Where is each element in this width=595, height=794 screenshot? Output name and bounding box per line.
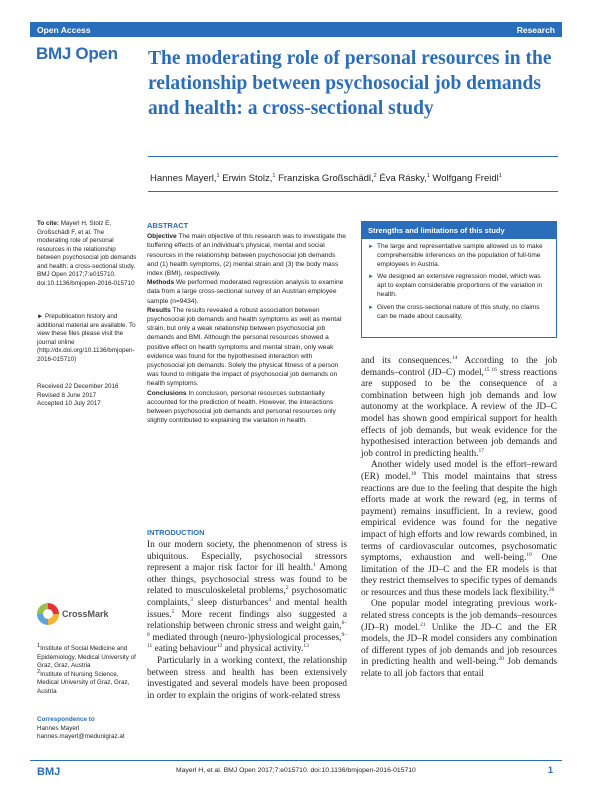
- results-label: Results: [147, 306, 171, 314]
- author-affiliation: 1: [498, 172, 502, 179]
- strengths-item-text: We designed an extensive regression model, which was apt to explain considerable proportions of the variation in health.: [377, 273, 543, 298]
- affiliation-1: $^1$Institute of Social Medicine and Epidemiology, Medical University of Graz, Graz, Austria: [37, 642, 136, 669]
- revised-date: Revised 8 June 2017: [37, 391, 97, 399]
- body-column-left: [147, 540, 347, 702]
- triangle-bullet-icon: ►: [368, 304, 374, 311]
- body-paragraph: In our modern society, the phenomenon of stress is ubiquitous. Especially, psychosocial stressors represent a major risk factor for ill health.$^1$ Among other things, psychosocial stress was found to be related to musculoskeletal problems,$^2$ psychosomatic complaints,$^3$ sleep disturbances$^4$ and mental health issues.$^5$ More recent findings also suggested a relationship between chronic stress and weight gain,$^{6-8}$ mediated through (neuro-)physiological processes,$^{9-11}$ eating behaviour$^{12}$ and physical activity.$^{13}$: [147, 540, 348, 655]
- strengths-item: [362, 243, 556, 269]
- abstract-results: [147, 306, 347, 389]
- author: Franziska Großschädl,: [278, 173, 374, 184]
- objective-label: Objective: [147, 233, 177, 241]
- correspondence-heading: Correspondence to: [37, 716, 95, 723]
- footer-citation: Mayerl H, et al. BMJ Open 2017;7:e015710. doi:10.1136/bmjopen-2016-015710: [176, 767, 416, 774]
- abstract-methods: [147, 278, 347, 306]
- strengths-item: [362, 273, 556, 299]
- cite-label: To cite:: [37, 220, 59, 227]
- page-number: 1: [548, 765, 554, 775]
- title-divider-bottom: [148, 191, 558, 192]
- author: Wolfgang Freidl: [432, 173, 499, 184]
- author-affiliation: 1: [216, 172, 220, 179]
- objective-text: The main objective of this research was to investigate the buffering effects of an individual's physical, mental and social resources in the relationship between psychosocial job demands and (1) health symptoms, (2) mental strain and (3) the body mass index (BMI), respectively.: [147, 233, 346, 278]
- crossmark-label: CrossMark: [62, 609, 109, 619]
- crossmark-icon: [37, 603, 59, 625]
- author: Hannes Mayerl,: [150, 173, 217, 184]
- methods-label: Methods: [147, 279, 175, 287]
- title-divider-top: [148, 156, 558, 157]
- author-affiliation: 2: [373, 172, 377, 179]
- body-column-right: [361, 356, 557, 681]
- introduction-heading: INTRODUCTION: [147, 528, 205, 537]
- article-title: The moderating role of personal resources in the relationship between psychosocial job demands and health: a cross-sectional study: [148, 48, 552, 119]
- affiliation-2-text: Institute of Nursing Science, Medical University of Graz, Graz, Austria: [37, 670, 130, 695]
- prepub-text: ► Prepublication history and additional material are available. To view these files please visit the journal online (http://dx.doi.org/10.1136/bmjopen-2016-015710): [37, 313, 136, 363]
- abstract: [147, 221, 347, 425]
- body-paragraph: Particularly in a working context, the relationship between stress and health has been extensively investigated and several models have been proposed in order to explain the origins of work-related stress: [147, 655, 347, 701]
- journal-header-bar: [30, 22, 562, 37]
- article-dates: [37, 383, 137, 409]
- section-label: Research: [516, 24, 555, 35]
- correspondence-name: Hannes Mayerl: [37, 724, 80, 732]
- correspondence: [37, 716, 137, 742]
- received-date: Received 22 December 2016: [37, 383, 119, 390]
- affiliation-1-text: Institute of Social Medicine and Epidemiology, Medical University of Graz, Graz, Austria: [37, 645, 136, 669]
- abstract-objective: [147, 232, 347, 278]
- strengths-limitations-box: [361, 221, 557, 338]
- crossmark-badge[interactable]: [37, 603, 109, 625]
- journal-logo: BMJ Open: [36, 44, 118, 63]
- open-access-label: Open Access: [37, 24, 91, 35]
- author-affiliation: 1: [426, 172, 430, 179]
- strengths-item: [362, 304, 556, 322]
- strengths-heading: Strengths and limitations of this study: [362, 222, 556, 239]
- bmj-logo: BMJ: [37, 766, 61, 778]
- abstract-conclusions: [147, 389, 347, 426]
- body-paragraph: and its consequences.$^{14}$ According to the job demands–control (JD–C) model,$^{15 16}$ stress reactions are supposed to be the consequence of a combination between high job demands and low autonomy at the workplace. A review of the JD–C model has shown good empirical support for health effects of job demands, but weak evidence for the hypothesised interaction between job demands and job control in predicting health.$^{17}$: [361, 354, 557, 459]
- abstract-heading: ABSTRACT: [147, 221, 189, 230]
- author-affiliation: 1: [272, 172, 276, 179]
- conclusions-label: Conclusions: [147, 389, 187, 397]
- conclusions-text: In conclusion, personal resources substantially accounted for the prediction of health. However, the interactions between psychosocial job demands and personal resources only slightly contributed to explaining the variation in health.: [147, 389, 336, 425]
- triangle-bullet-icon: ►: [368, 274, 374, 281]
- triangle-bullet-icon: ►: [368, 244, 374, 250]
- accepted-date: Accepted 10 July 2017: [37, 400, 101, 407]
- body-paragraph: Another widely used model is the effort–reward (ER) model.$^{18}$ This model maintains that stress reactions are due to the feeling that despite the high efforts made at work the reward (eg, in terms of payment) remains insufficient. In a review, good empirical evidence was found for the negative impact of high efforts and low rewards combined, in terms of cardiovascular outcomes, psychosomatic symptoms, exhaustion and well-being.$^{19}$ One limitation of the JD–C and the ER models is that they restrict themselves to specific types of demands or resources and thus these models lack flexibility.$^{20}$: [361, 460, 557, 598]
- strengths-item-text: The large and representative sample allowed us to make comprehensible inferences on the population of full-time employees in Austria.: [377, 243, 543, 268]
- body-paragraph: One popular model integrating previous work-related stress concepts is the job demands–resources (JD–R) model.$^{21}$ Unlike the JD–C and the ER models, the JD–R model considers any combination of different types of job demands and job resources in predicting health and well-being.$^{20}$ Job demands relate to all job factors that entail: [361, 599, 557, 680]
- author: Erwin Stolz,: [222, 173, 273, 184]
- strengths-item-text: Given the cross-sectional nature of this study, no claims can be made about causality.: [377, 303, 540, 320]
- cite-text: Mayerl H, Stolz E, Großschädl F, et al. The moderating role of personal resources in the relationship between psychosocial job demands and health: a cross-sectional study. BMJ Open 2017;7:e015710. doi:10.1136/bmjopen-2016-015710: [37, 220, 137, 287]
- citation-note: [37, 220, 137, 288]
- footer-divider: [30, 760, 562, 761]
- author-list: [150, 173, 502, 184]
- affiliation-2: $^2$Institute of Nursing Science, Medical University of Graz, Graz, Austria: [37, 668, 130, 695]
- methods-text: We performed moderated regression analysis to examine data from a large cross-sectional survey of an Austrian employee sample (n=9434).: [147, 279, 344, 305]
- results-text: The results revealed a robust association between psychosocial job demands and health symptoms as well as mental strain, but only a weak relationship between psychosocial job demands and BMI. Although the personal resources showed a positive effect on health symptoms and mental strain, only weak evidence was found for the hypothesised interaction with psychosocial job demands. Solely the physical fitness of a person was found to mitigate the impact of psychosocial job demands on health symptoms.: [147, 306, 342, 388]
- affiliations: [37, 642, 137, 696]
- correspondence-email[interactable]: hannes.mayerl@medunigraz.at: [37, 733, 125, 740]
- author: Éva Rásky,: [379, 173, 427, 184]
- prepublication-note: [37, 313, 137, 364]
